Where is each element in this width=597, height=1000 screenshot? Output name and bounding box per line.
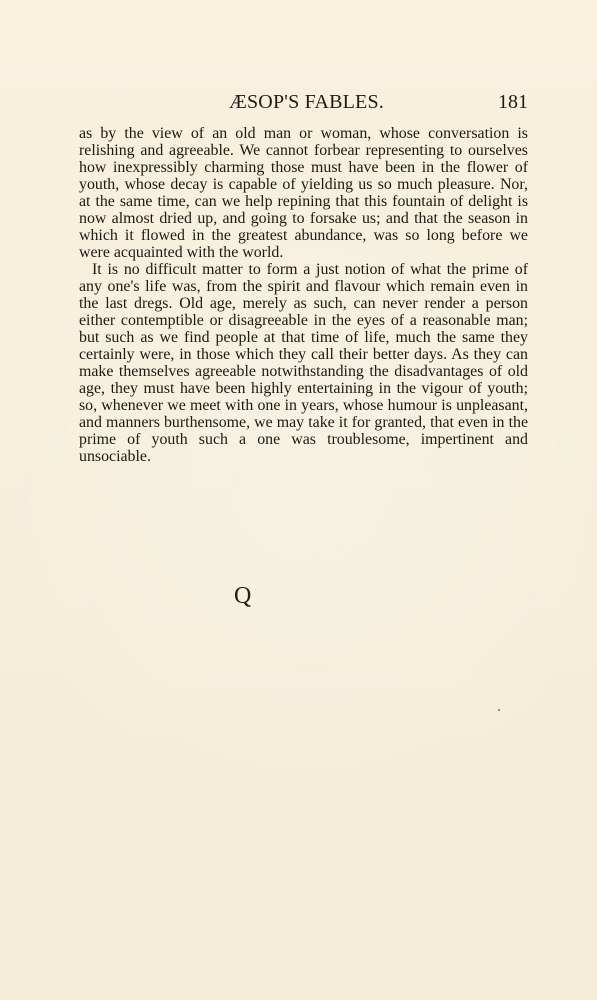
page-number: 181 — [498, 91, 528, 113]
paragraph-2: It is no difficult matter to form a just notion of what the prime of any one's life was, from the spirit and flavour which remain even in the last dregs. Old age, merely as such, can never render a person either contemptible or disagreeable in the eyes of a reasonable man; but such as we find people at that time of life, much the same they certainly were, in those which they call their better days. As they can make themselves agreeable notwithstanding the disadvantages of old age, they must have been highly entertaining in the vigour of youth; so, whenever we meet with one in years, whose humour is unpleasant, and manners burthensome, we may take it for granted, that even in the prime of youth such a one was troublesome, impertinent and unsociable. — [79, 261, 528, 465]
paper-speck — [498, 709, 500, 711]
paragraph-1: as by the view of an old man or woman, whose conversation is relishing and agreeable. We cannot forbear representing to ourselves how inexpressibly charming those must have been in the flower of youth, whose decay is capable of yielding us so much pleasure. Nor, at the same time, can we help repining that this fountain of delight is now almost dried up, and going to forsake us; and that the season in which it flowed in the greatest abundance, was so long before we were acquainted with the world. — [79, 125, 528, 261]
main-text-block — [79, 125, 528, 465]
running-head-title: ÆSOP'S FABLES. — [229, 91, 384, 113]
page-header — [79, 91, 528, 115]
printer-signature-mark: Q — [234, 583, 252, 609]
